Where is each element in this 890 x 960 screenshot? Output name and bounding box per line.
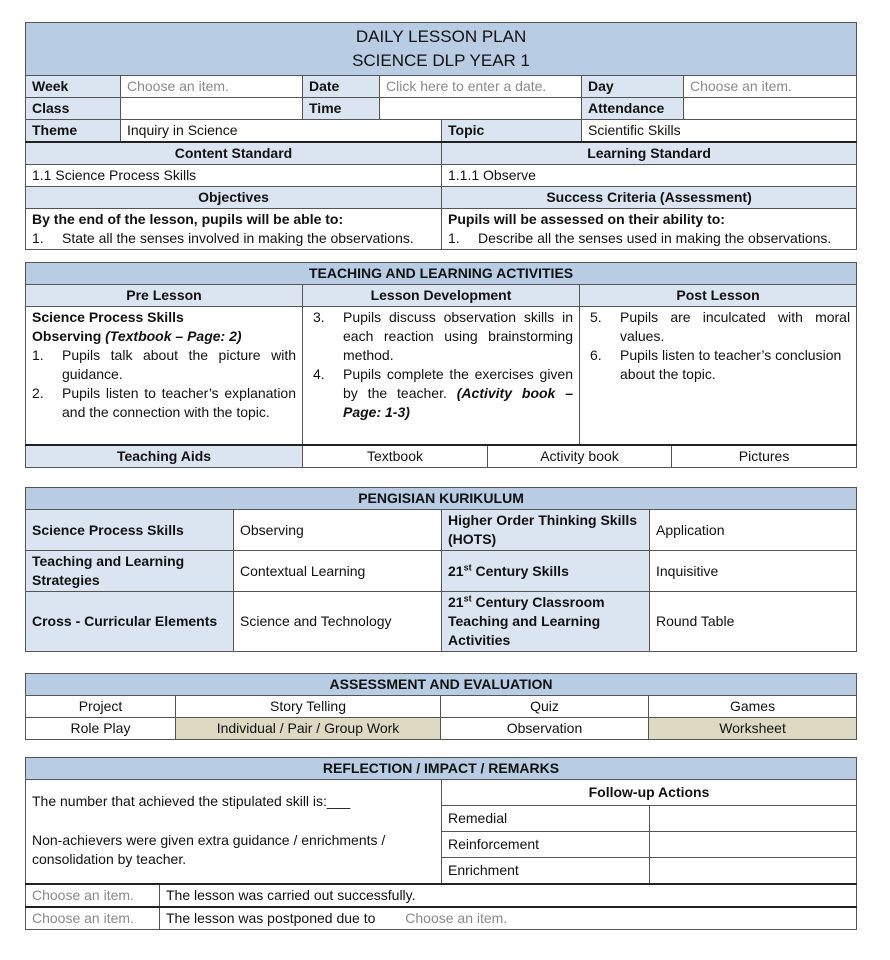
remedial-field[interactable] — [650, 806, 857, 832]
reflection-notes — [26, 780, 442, 884]
strategies-label: Teaching and Learning Strategies — [26, 551, 234, 592]
objectives-cell — [26, 209, 442, 250]
cross-curricular-label: Cross - Curricular Elements — [26, 592, 234, 652]
item-number: 3. — [313, 309, 325, 325]
list-item — [32, 384, 296, 422]
aid-pictures: Pictures — [672, 445, 857, 468]
century-skills-value: Inquisitive — [650, 551, 857, 592]
aid-activity-book: Activity book — [488, 445, 672, 468]
assessment-quiz[interactable]: Quiz — [441, 696, 649, 718]
status-carried-out-dropdown[interactable]: Choose an item. — [26, 884, 160, 907]
item-text: Pupils discuss observation skills in each reaction using brainstorming method. — [343, 309, 573, 363]
list-item — [309, 308, 573, 365]
status-postponed-cell — [160, 907, 857, 930]
lesson-development-label: Lesson Development — [303, 285, 580, 307]
reflection-table — [25, 757, 857, 930]
assessment-table — [25, 673, 857, 740]
post-lesson-cell — [580, 307, 857, 445]
objectives-label: Objectives — [26, 187, 442, 209]
success-item: Describe all the senses used in making the observations. — [478, 230, 832, 246]
assessment-worksheet[interactable]: Worksheet — [649, 718, 857, 740]
week-dropdown[interactable]: Choose an item. — [121, 76, 303, 98]
century-text: Century Classroom Teaching and Learning Activities — [448, 594, 605, 648]
day-dropdown[interactable]: Choose an item. — [684, 76, 857, 98]
status-postponed-text: The lesson was postponed due to — [166, 909, 376, 926]
list-item — [32, 346, 296, 384]
status-carried-out-text: The lesson was carried out successfully. — [160, 884, 857, 907]
success-intro: Pupils will be assessed on their ability to: — [448, 211, 725, 227]
lesson-plan-header-table — [25, 22, 857, 250]
century-suffix: st — [463, 561, 472, 572]
hots-value: Application — [650, 510, 857, 551]
class-label: Class — [26, 98, 121, 120]
time-label: Time — [303, 98, 380, 120]
follow-up-enrichment: Enrichment — [442, 858, 650, 884]
topic-value: Scientific Skills — [582, 120, 857, 143]
item-number: 1. — [32, 347, 44, 363]
reflection-title: REFLECTION / IMPACT / REMARKS — [26, 758, 857, 780]
postponed-reason-dropdown[interactable]: Choose an item. — [405, 909, 508, 926]
learning-standard-label: Learning Standard — [442, 142, 857, 165]
learning-standard-value: 1.1.1 Observe — [442, 165, 857, 187]
title-cell — [26, 23, 857, 76]
list-item — [309, 365, 573, 422]
strategies-value: Contextual Learning — [234, 551, 442, 592]
item-text: Pupils listen to teacher’s conclusion about the topic. — [620, 347, 842, 382]
century-skills-label — [442, 551, 650, 592]
sps-label: Science Process Skills — [26, 510, 234, 551]
item-number: 4. — [313, 366, 325, 382]
list-item — [586, 346, 850, 384]
date-picker[interactable]: Click here to enter a date. — [380, 76, 582, 98]
sps-value: Observing — [234, 510, 442, 551]
pre-lesson-cell — [26, 307, 303, 445]
activities-table — [25, 262, 857, 468]
page-title: DAILY LESSON PLAN — [355, 27, 527, 46]
success-number: 1. — [448, 230, 460, 246]
assessment-group-work[interactable]: Individual / Pair / Group Work — [176, 718, 441, 740]
lesson-development-cell — [303, 307, 580, 445]
assessment-games[interactable]: Games — [649, 696, 857, 718]
assessment-project[interactable]: Project — [26, 696, 176, 718]
aid-textbook: Textbook — [303, 445, 488, 468]
status-postponed-dropdown[interactable]: Choose an item. — [26, 907, 160, 930]
success-criteria-cell — [442, 209, 857, 250]
pre-lesson-sub: Observing — [32, 328, 102, 344]
century-classroom-label — [442, 592, 650, 652]
objectives-intro: By the end of the lesson, pupils will be able to: — [32, 211, 344, 227]
follow-up-remedial: Remedial — [442, 806, 650, 832]
item-number: 5. — [590, 309, 602, 325]
content-standard-value: 1.1 Science Process Skills — [26, 165, 442, 187]
century-number: 21 — [448, 562, 464, 579]
reinforcement-field[interactable] — [650, 832, 857, 858]
item-number: 2. — [32, 385, 44, 401]
item-text: Pupils listen to teacher’s explanation and the connection with the topic. — [62, 385, 296, 420]
post-lesson-label: Post Lesson — [580, 285, 857, 307]
activities-title: TEACHING AND LEARNING ACTIVITIES — [26, 263, 857, 285]
topic-label: Topic — [442, 120, 582, 143]
item-text: Pupils talk about the picture with guidance. — [62, 347, 296, 382]
century-number: 21 — [448, 594, 464, 610]
follow-up-reinforcement: Reinforcement — [442, 832, 650, 858]
attendance-label: Attendance — [582, 98, 684, 120]
pre-lesson-ref: (Textbook – Page: 2) — [105, 328, 242, 344]
theme-label: Theme — [26, 120, 121, 143]
century-text: Century Skills — [471, 562, 569, 579]
teaching-aids-label: Teaching Aids — [26, 445, 303, 468]
assessment-role-play[interactable]: Role Play — [26, 718, 176, 740]
cross-curricular-value: Science and Technology — [234, 592, 442, 652]
hots-label: Higher Order Thinking Skills (HOTS) — [442, 510, 650, 551]
curriculum-title: PENGISIAN KURIKULUM — [26, 488, 857, 510]
assessment-story-telling[interactable]: Story Telling — [176, 696, 441, 718]
century-suffix: st — [463, 593, 472, 604]
pre-lesson-label: Pre Lesson — [26, 285, 303, 307]
content-standard-label: Content Standard — [26, 142, 442, 165]
success-criteria-label: Success Criteria (Assessment) — [442, 187, 857, 209]
pre-lesson-heading: Science Process Skills — [32, 309, 184, 325]
list-item — [586, 308, 850, 346]
achieved-text: The number that achieved the stipulated skill is:___ — [32, 793, 351, 809]
page-subtitle: SCIENCE DLP YEAR 1 — [352, 51, 531, 70]
objective-number: 1. — [32, 230, 44, 246]
theme-value: Inquiry in Science — [121, 120, 442, 143]
assessment-title: ASSESSMENT AND EVALUATION — [26, 674, 857, 696]
item-number: 6. — [590, 347, 602, 363]
attendance-field[interactable] — [684, 98, 857, 120]
non-achievers-text: Non-achievers were given extra guidance / enrichments / consolidation by teacher. — [32, 832, 386, 867]
item-text: Pupils are inculcated with moral values. — [620, 309, 851, 344]
date-label: Date — [303, 76, 380, 98]
enrichment-field[interactable] — [650, 858, 857, 884]
week-label: Week — [26, 76, 121, 98]
item-ref: (Activity book – Page: 1-3) — [343, 385, 574, 420]
assessment-observation[interactable]: Observation — [441, 718, 649, 740]
century-classroom-value: Round Table — [650, 592, 857, 652]
time-field[interactable] — [380, 98, 582, 120]
day-label: Day — [582, 76, 684, 98]
class-field[interactable] — [121, 98, 303, 120]
follow-up-label: Follow-up Actions — [442, 780, 857, 806]
item-text: Pupils complete the exercises given by the teacher. — [343, 366, 573, 401]
objective-item: State all the senses involved in making the observations. — [62, 230, 414, 246]
curriculum-table — [25, 487, 857, 652]
